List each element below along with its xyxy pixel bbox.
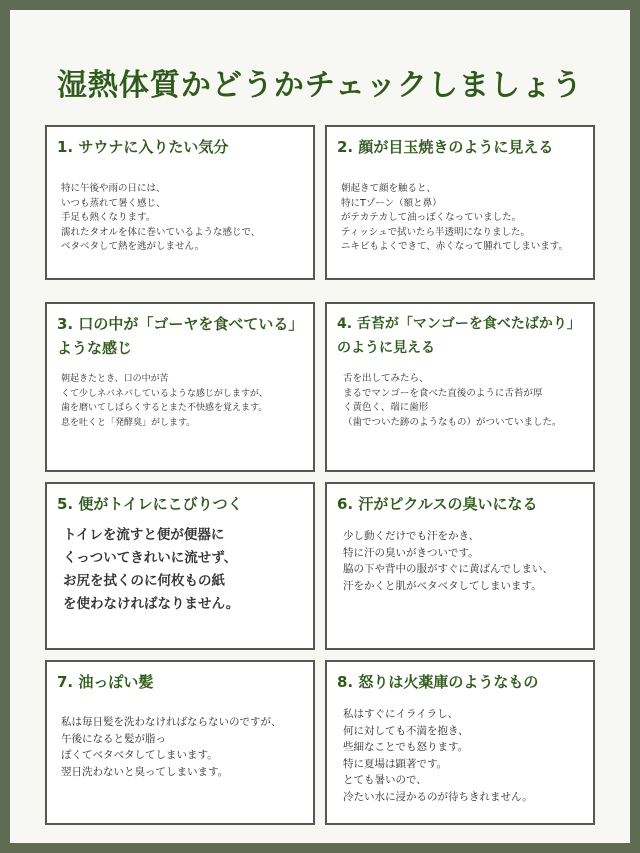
card-body — [63, 524, 307, 616]
check-card-3 — [45, 302, 315, 472]
card-title-line: 4. 舌苔が「マンゴーを食べたばかり」 — [337, 316, 581, 332]
card-body — [61, 714, 307, 780]
check-card-4 — [325, 302, 595, 472]
card-body — [343, 372, 587, 430]
body-line: 何に対しても不満を抱き、 — [343, 724, 469, 737]
body-line: 舌を出してみたら、 — [343, 373, 429, 384]
card-body — [343, 528, 587, 594]
body-line: ぽくてベタベタしてしまいます。 — [61, 749, 218, 761]
body-line: とても暑いので、 — [343, 774, 427, 786]
check-card-2 — [325, 125, 595, 280]
check-card-7 — [45, 660, 315, 825]
body-line: 冷たい水に浸かるのが待ちきれません。 — [343, 790, 533, 803]
check-card-6 — [325, 482, 595, 650]
body-line: 特に汗の臭いがきついです。 — [343, 546, 479, 559]
body-line: 息を吐くと「発酵臭」がします。 — [61, 417, 196, 428]
body-line: 私はすぐにイライラし、 — [343, 708, 459, 720]
body-line: 朝起きたとき、口の中が苦 — [61, 374, 169, 384]
body-line: 特に夏場は顕著です。 — [343, 757, 448, 770]
body-line: 少し動くだけでも汗をかき、 — [343, 530, 480, 542]
card-title — [337, 312, 585, 360]
body-line: 朝起きて顔を触ると、 — [341, 183, 437, 194]
body-line: まるでマンゴーを食べた直後のように舌苔が厚 — [343, 387, 543, 399]
body-line: 午後になると髪が脂っ — [61, 732, 166, 745]
body-line: ニキビもよくできて、赤くなって腫れてしまいます。 — [341, 241, 569, 252]
body-line: 特に午後や雨の日には、 — [61, 183, 166, 194]
body-line: 汗をかくと肌がベタベタしてしまいます。 — [343, 579, 542, 592]
check-card-8 — [325, 660, 595, 825]
page-title: 湿熱体質かどうかチェックしましょう — [56, 68, 584, 103]
body-line: トイレを流すと便が便器に — [63, 527, 225, 543]
card-title: 2. 顔が目玉焼きのように見える — [337, 138, 554, 156]
card-title-line: 3. 口の中が「ゴーヤを食べている」 — [57, 315, 304, 333]
check-card-1 — [45, 125, 315, 280]
card-title: 6. 汗がピクルスの臭いになる — [337, 495, 538, 513]
card-title: 7. 油っぽい髪 — [57, 673, 154, 691]
body-line: 濡れたタオルを体に巻いているような感じで、 — [61, 226, 261, 238]
card-title: 8. 怒りは火薬庫のようなもの — [337, 673, 539, 691]
card-title-line: ような感じ — [57, 339, 133, 357]
sheet — [10, 10, 630, 843]
body-line: 些細なことでも怒ります。 — [343, 741, 469, 753]
card-body — [61, 182, 307, 255]
body-line: ベタベタして熱を逃がしません。 — [61, 241, 205, 252]
body-line: く黄色く、端に歯形 — [343, 402, 429, 413]
body-line: 脇の下や背中の服がすぐに黄ばんでしまい、 — [343, 563, 553, 575]
card-body — [341, 182, 587, 255]
check-card-5 — [45, 482, 315, 650]
body-line: 翌日洗わないと臭ってしまいます。 — [61, 765, 229, 778]
card-title — [57, 312, 305, 360]
body-line: ティッシュで拭いたら半透明になりました。 — [341, 226, 531, 238]
body-line: がテカテカして油っぽくなっていました。 — [341, 212, 522, 223]
body-line: 私は毎日髪を洗わなければならないのですが、 — [61, 716, 282, 728]
body-line: いつも蒸れて暑く感じ、 — [61, 197, 166, 209]
body-line: お尻を拭くのに何枚もの紙 — [63, 573, 225, 589]
body-line: （歯でついた跡のようなもの）がついていました。 — [343, 416, 562, 428]
card-body — [343, 706, 587, 805]
body-line: を使わなければなりません。 — [63, 596, 240, 612]
body-line: 特にTゾーン（額と鼻） — [341, 197, 442, 209]
card-title: 1. サウナに入りたい気分 — [57, 138, 229, 156]
body-line: 手足も熱くなります。 — [61, 212, 156, 223]
card-title: 5. 便がトイレにこびりつく — [57, 495, 243, 513]
card-body — [61, 372, 307, 430]
card-title-line: のように見える — [337, 340, 435, 356]
body-line: くっついてきれいに流せず、 — [63, 550, 238, 566]
body-line: くて少しネバネバしているような感じがしますが、 — [61, 388, 268, 399]
body-line: 歯を磨いてしばらくするとまた不快感を覚えます。 — [61, 403, 268, 413]
